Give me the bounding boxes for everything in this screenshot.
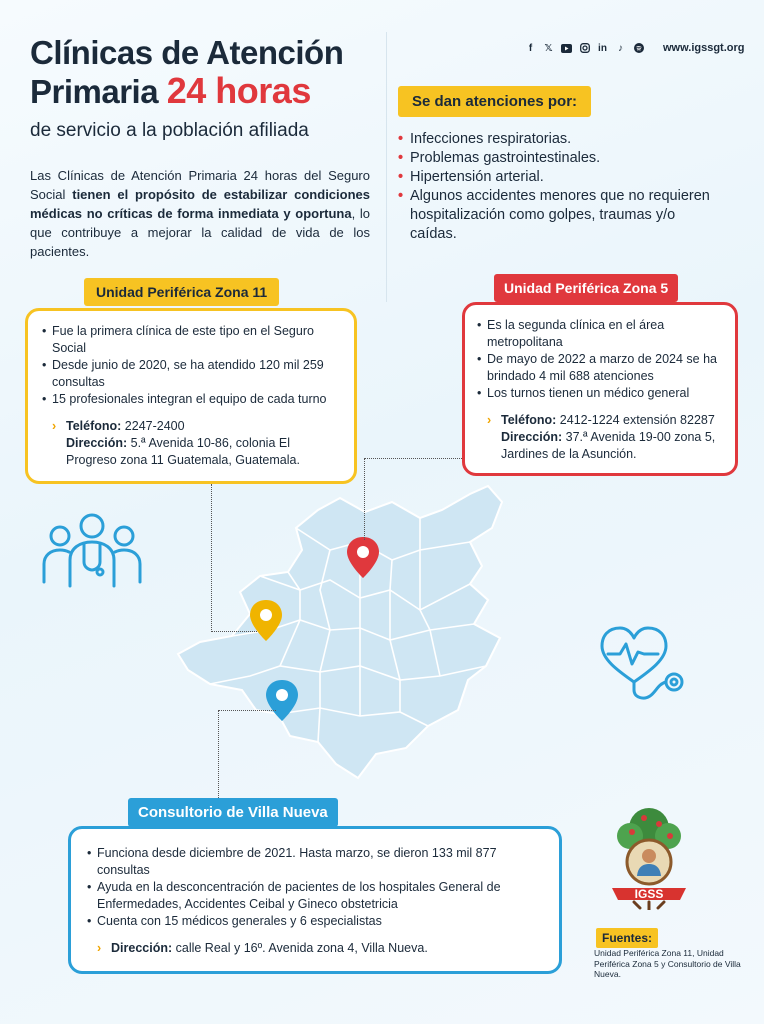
list-item: • Fue la primera clínica de este tipo en el Seguro Social (42, 323, 340, 357)
map-region (178, 486, 502, 778)
villanueva-contact (87, 940, 545, 957)
address-label: Dirección: (66, 436, 128, 450)
villanueva-list (87, 845, 545, 930)
intro-bold: tienen el propósito de estabilizar condiciones médicas no críticas de forma inmediata y oportuna (30, 187, 370, 221)
intro-part-1: Las Clínicas de Atención Primaria 24 horas del Seguro Social (30, 168, 370, 202)
instagram-icon[interactable] (579, 43, 590, 54)
connector-zona11-h (211, 631, 257, 632)
stethoscope-icon (600, 624, 686, 702)
zona11-contact (42, 418, 340, 469)
zona11-card (25, 308, 357, 484)
list-item: • Los turnos tienen un médico general (477, 385, 723, 402)
title-line-2 (30, 72, 380, 111)
igss-logo (604, 806, 694, 910)
x-icon[interactable]: 𝕏 (544, 42, 553, 54)
connector-villanueva-v (218, 710, 219, 798)
social-bar (525, 42, 745, 54)
medical-team-icon (40, 512, 144, 588)
attention-heading: Se dan atenciones por: (398, 86, 591, 117)
page-subtitle: de servicio a la población afiliada (30, 120, 309, 141)
address-label: Dirección: (111, 941, 173, 955)
chevron-right-icon: › (487, 413, 492, 427)
logo-text: IGSS (634, 887, 664, 901)
sources-heading: Fuentes: (596, 928, 658, 948)
list-item: • De mayo de 2022 a marzo de 2024 se ha brindado 4 mil 688 atenciones (477, 351, 723, 385)
list-item: • 15 profesionales integran el equipo de cada turno (42, 391, 340, 408)
linkedin-icon[interactable]: in (598, 42, 607, 54)
intro-part-2: , lo que contribuye a mejorar la calidad de vida de los pacientes. (30, 206, 370, 259)
zona5-contact (477, 412, 723, 463)
connector-villanueva (218, 710, 276, 711)
villanueva-heading: Consultorio de Villa Nueva (128, 798, 338, 827)
title-line-1: Clínicas de Atención (30, 34, 344, 71)
zona5-address: 37.ª Avenida 19-00 zona 5, Jardines de la Asunción. (501, 430, 716, 461)
intro-paragraph (30, 166, 370, 261)
villanueva-address: calle Real y 16º. Avenida zona 4, Villa Nueva. (172, 941, 428, 955)
list-item: • Desde junio de 2020, se ha atendido 120 mil 259 consultas (42, 357, 340, 391)
connector-zona5-v (364, 458, 365, 540)
zona11-address: 5.ª Avenida 10-86, colonia El Progreso zona 11 Guatemala, Guatemala. (66, 436, 300, 467)
list-item: • Funciona desde diciembre de 2021. Hasta marzo, se dieron 133 mil 877 consultas (87, 845, 545, 879)
zona5-phone: 2412-1224 extensión 82287 (556, 413, 715, 427)
list-item: • Infecciones respiratorias. (398, 130, 718, 149)
zona5-heading: Unidad Periférica Zona 5 (494, 274, 678, 302)
zona5-list (477, 317, 723, 402)
phone-label: Teléfono: (501, 413, 557, 427)
address-label: Dirección: (501, 430, 563, 444)
chevron-right-icon: › (52, 419, 57, 433)
connector-zona11 (211, 484, 212, 632)
list-item: • Algunos accidentes menores que no requieren hospitalización como golpes, traumas y/o caídas. (398, 187, 718, 244)
sources-text: Unidad Periférica Zona 11, Unidad Periférica Zona 5 y Consultorio de Villa Nueva. (594, 948, 741, 979)
list-item: • Ayuda en la desconcentración de pacientes de los hospitales General de Enfermedades, Accidentes Ceibal y Gineco obstetricia (87, 879, 545, 913)
zona5-card (462, 302, 738, 476)
title-accent: 24 horas (166, 70, 311, 111)
list-item: • Es la segunda clínica en el área metropolitana (477, 317, 723, 351)
chevron-right-icon: › (97, 941, 102, 955)
website-link[interactable]: www.igssgt.org (663, 42, 745, 54)
city-map (170, 480, 530, 780)
attention-list (398, 130, 718, 244)
list-item: • Hipertensión arterial. (398, 168, 718, 187)
page-title (30, 34, 380, 111)
list-item: • Cuenta con 15 médicos generales y 6 especialistas (87, 913, 545, 930)
facebook-icon[interactable]: f (528, 42, 533, 54)
title-line-2-text: Primaria (30, 73, 159, 110)
connector-zona5 (364, 458, 462, 459)
phone-label: Teléfono: (66, 419, 122, 433)
youtube-icon[interactable] (561, 43, 572, 54)
tiktok-icon[interactable]: ♪ (618, 42, 623, 54)
spotify-icon[interactable] (633, 43, 644, 54)
villanueva-card (68, 826, 562, 974)
zona11-list (42, 323, 340, 408)
list-item: • Problemas gastrointestinales. (398, 149, 718, 168)
zona11-heading: Unidad Periférica Zona 11 (84, 278, 279, 306)
vertical-divider (386, 32, 387, 302)
zona11-phone: 2247-2400 (121, 419, 185, 433)
